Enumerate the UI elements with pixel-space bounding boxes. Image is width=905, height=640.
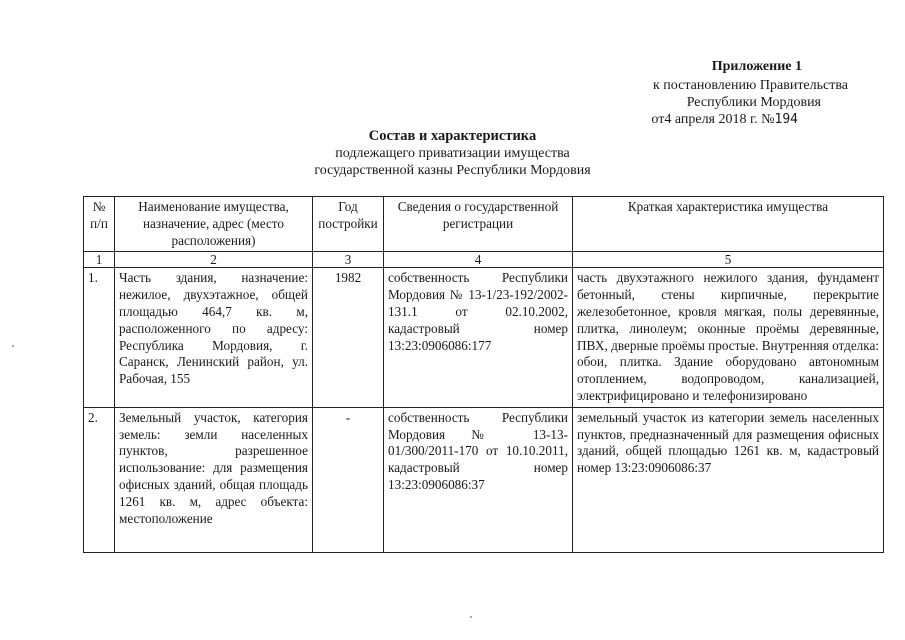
column-number: 5 <box>573 252 884 268</box>
scan-speck <box>12 345 14 347</box>
row-year: - <box>313 407 384 552</box>
header-registration: Сведения о государственной регистрации <box>384 197 573 252</box>
header-year: Год постройки <box>313 197 384 252</box>
column-number-row <box>84 252 884 268</box>
header-name: Наименование имущества, назначение, адрес (место расположения) <box>115 197 313 252</box>
column-number: 1 <box>84 252 115 268</box>
number-prefix: № <box>757 112 775 127</box>
table-row <box>84 268 884 407</box>
header-description: Краткая характеристика имущества <box>573 197 884 252</box>
document-title: Состав и характеристика <box>368 128 537 144</box>
row-num: 2. <box>84 407 115 552</box>
resolution-date: 4 апреля 2018 г. <box>664 112 758 127</box>
appendix-line-resolution: к постановлению Правительства <box>652 78 848 93</box>
row-num: 1. <box>84 268 115 407</box>
appendix-title: Приложение 1 <box>711 59 802 74</box>
date-prefix: от <box>651 112 665 127</box>
appendix-line-government: Республики Мордовия <box>686 95 821 110</box>
row-description: земельный участок из категории земель населенных пунктов, предназначенный для размещения офисных зданий, общей площадью 1261 кв. м, кадастровый номер 13:23:0906086:37 <box>573 407 884 552</box>
row-name: Часть здания, назначение: нежилое, двухэтажное, общей площадью 464,7 кв. м, расположенного по адресу: Республика Мордовия, г. Саранск, Ленинский район, ул. Рабочая, 155 <box>115 268 313 407</box>
column-number: 4 <box>384 252 573 268</box>
row-year: 1982 <box>313 268 384 407</box>
row-registration: собственность Республики Мордовия № 13-1/23-192/2002-131.1 от 02.10.2002, кадастровый номер 13:23:0906086:177 <box>384 268 573 407</box>
document-subtitle-1: подлежащего приватизации имущества <box>335 146 570 161</box>
property-table <box>83 196 884 553</box>
resolution-number: 194 <box>774 112 798 127</box>
column-number: 2 <box>115 252 313 268</box>
table-header-row <box>84 197 884 252</box>
row-description: часть двухэтажного нежилого здания, фундамент бетонный, стены кирпичные, перекрытие железобетонное, кровля мягкая, полы деревянные, плитка, линолеум; оконные проёмы деревянные, ПВХ, дверные проёмы простые. Внутренняя отделка: обои, плитка. Здание оборудовано автономным отоплением, водопроводом, канализацией, электрифицировано и телефонизировано <box>573 268 884 407</box>
document-subtitle-2: государственной казны Республики Мордовия <box>314 163 591 178</box>
table-row <box>84 407 884 552</box>
row-name: Земельный участок, категория земель: земли населенных пунктов, разрешенное использование: для размещения офисных зданий, общая площадь 1261 кв. м, адрес объекта: местоположение <box>115 407 313 552</box>
header-num: № п/п <box>84 197 115 252</box>
scan-speck <box>470 616 472 618</box>
row-registration: собственность Республики Мордовия № 13-13-01/300/2011-170 от 10.10.2011, кадастровый номер 13:23:0906086:37 <box>384 407 573 552</box>
appendix-line-date <box>651 111 798 128</box>
column-number: 3 <box>313 252 384 268</box>
